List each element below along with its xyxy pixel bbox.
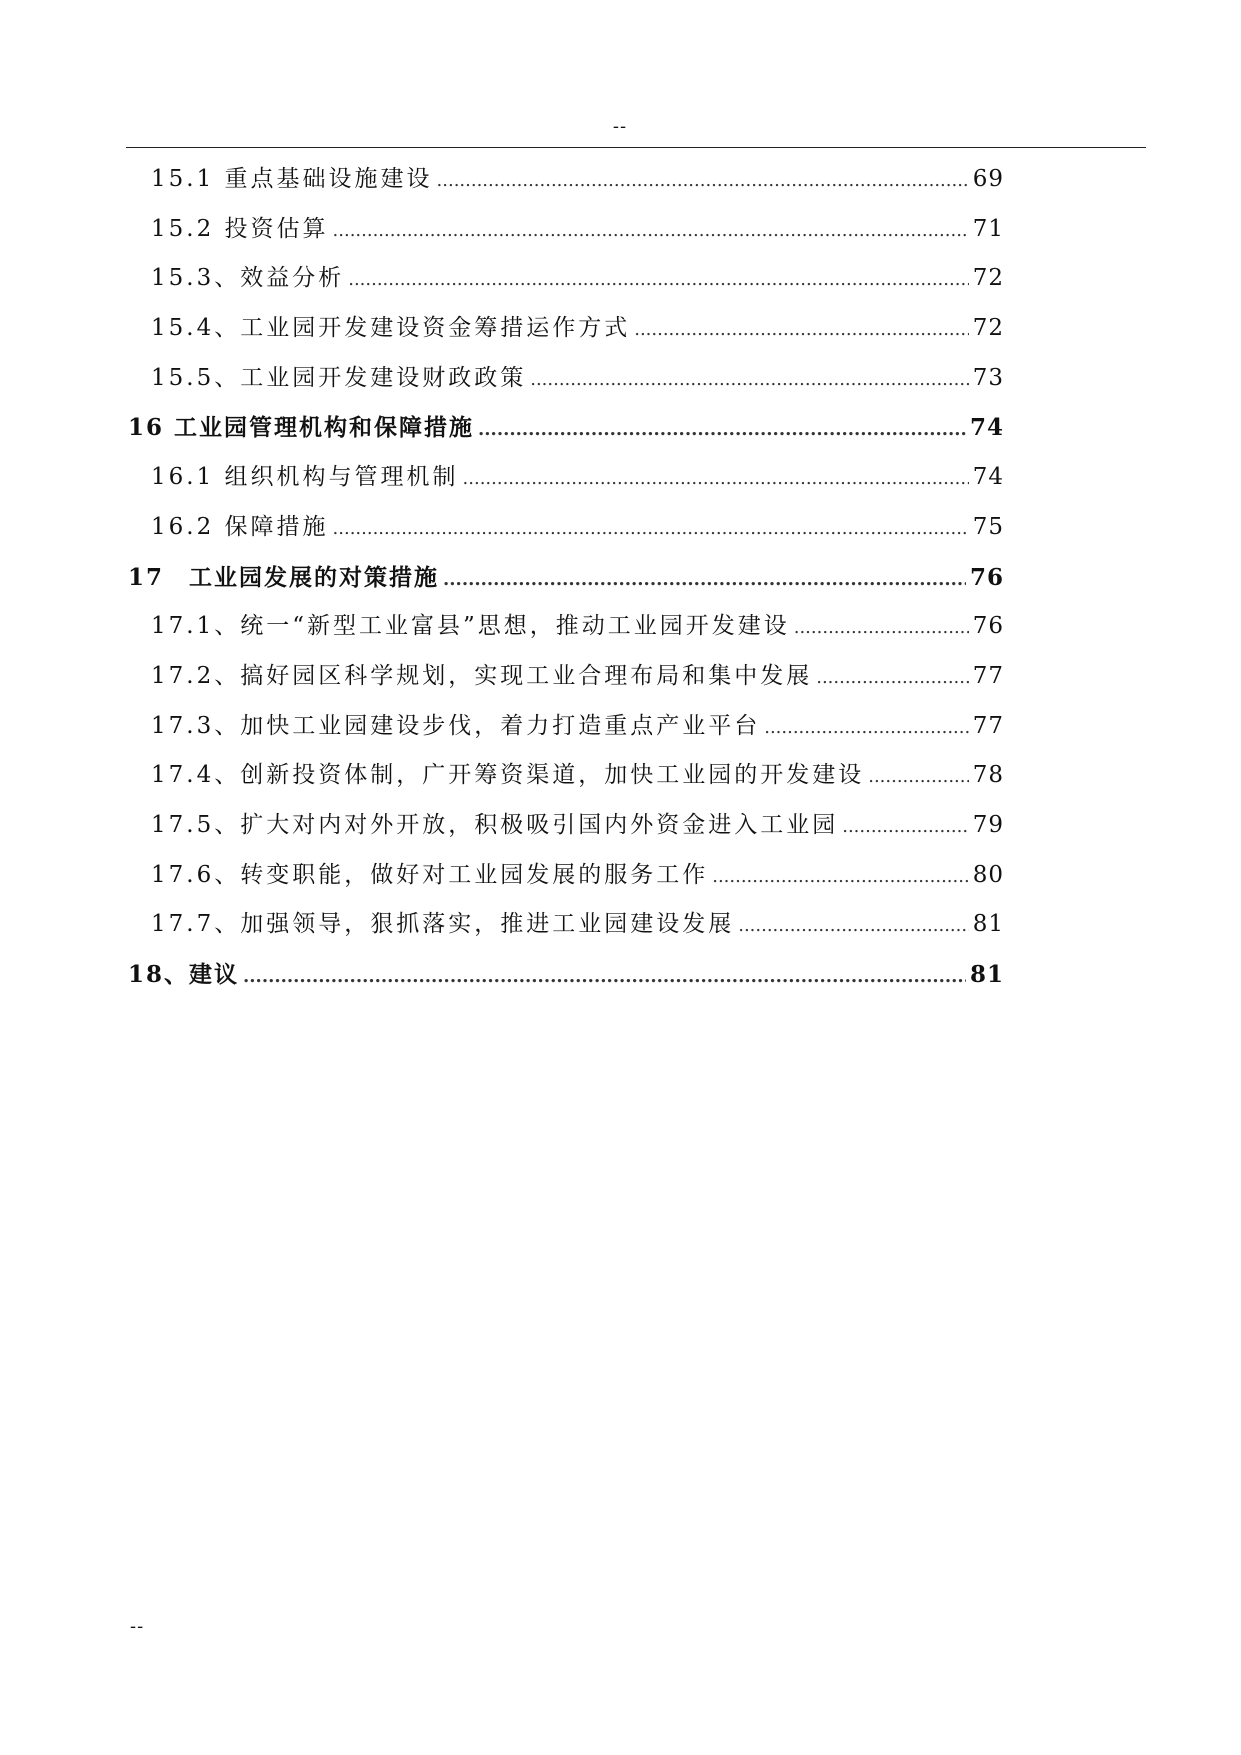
toc-entry-page: 77 [972,712,1004,739]
toc-entry-page: 81 [972,911,1004,938]
toc-entry-page: 76 [969,563,1004,591]
toc-dot-leader [868,752,969,802]
toc-entry-page: 72 [972,265,1004,292]
toc-entry[interactable] [128,751,1004,801]
toc-entry-page: 74 [972,464,1004,491]
toc-dot-leader [333,206,969,256]
toc-entry-page: 69 [972,166,1004,192]
toc-entry[interactable] [128,900,1004,950]
toc-entry[interactable] [128,503,1004,553]
toc-entry-page: 80 [972,861,1004,888]
toc-dot-leader [463,454,969,504]
toc-entry-page: 78 [972,762,1004,789]
toc-entry-title: 15.4、工业园开发建设资金筹措运作方式 [151,315,631,342]
toc-entry-title: 16 工业园管理机构和保障措施 [128,414,475,442]
toc-dot-leader [530,355,969,405]
toc-entry[interactable] [128,851,1004,901]
toc-entry-page: 81 [969,961,1004,988]
toc-entry-title: 17 工业园发展的对策措施 [128,563,440,591]
toc-dot-leader [712,852,969,902]
toc-entry[interactable] [128,354,1004,404]
toc-entry-page: 71 [972,215,1004,242]
toc-entry-title: 17.4、创新投资体制，广开筹资渠道，加快工业园的开发建设 [151,762,865,789]
toc-dot-leader [738,901,969,951]
toc-entry-title: 16.1 组织机构与管理机制 [151,464,459,491]
toc-dot-leader [333,504,969,554]
header-divider [126,147,1146,148]
toc-entry[interactable] [128,801,1004,851]
toc-entry-page: 74 [969,414,1004,442]
toc-entry[interactable] [128,602,1004,652]
toc-entry-title: 17.5、扩大对内对外开放，积极吸引国内外资金进入工业园 [151,811,839,838]
toc-entry-title: 18、建议 [128,961,240,988]
toc-entry-page: 72 [972,315,1004,342]
toc-dot-leader [437,156,969,206]
toc-entry-page: 76 [972,613,1004,640]
toc-dot-leader [764,703,969,753]
toc-dot-leader [842,802,969,852]
toc-entry-title: 17.7、加强领导，狠抓落实，推进工业园建设发展 [151,911,735,938]
toc-entry-page: 77 [972,662,1004,689]
toc-entry-title: 17.3、加快工业园建设步伐，着力打造重点产业平台 [151,712,761,739]
toc-entry-page: 79 [972,811,1004,838]
toc-dot-leader [816,653,969,703]
toc-entry-title: 17.6、转变职能，做好对工业园发展的服务工作 [151,861,709,888]
toc-entry[interactable] [128,304,1004,354]
toc-dot-leader [794,603,969,653]
toc-chapter-entry[interactable] [128,403,1004,453]
toc-entry[interactable] [128,652,1004,702]
page-footer-mark: -- [130,1616,145,1637]
toc-entry-page: 75 [972,513,1004,540]
table-of-contents [128,155,1004,1000]
toc-dot-leader [348,255,969,305]
toc-dot-leader [634,305,969,355]
toc-entry-title: 17.1、统一“新型工业富县”思想，推动工业园开发建设 [151,613,790,640]
toc-entry-title: 16.2 保障措施 [151,513,329,540]
toc-entry-title: 15.1 重点基础设施建设 [151,166,433,192]
toc-dot-leader [243,952,966,1002]
toc-entry[interactable] [128,254,1004,304]
toc-entry[interactable] [128,155,1004,205]
toc-dot-leader [443,555,966,605]
toc-entry-title: 17.2、搞好园区科学规划，实现工业合理布局和集中发展 [151,662,813,689]
toc-entry[interactable] [128,205,1004,255]
toc-entry-title: 15.2 投资估算 [151,215,329,242]
page-header-mark: -- [612,116,628,137]
toc-entry-title: 15.3、效益分析 [151,265,345,292]
toc-entry-title: 15.5、工业园开发建设财政政策 [151,364,527,391]
toc-chapter-entry[interactable] [128,553,1004,603]
toc-entry[interactable] [128,453,1004,503]
toc-chapter-entry[interactable] [128,950,1004,1000]
toc-entry-page: 73 [972,364,1004,391]
toc-dot-leader [478,405,966,455]
toc-entry[interactable] [128,702,1004,752]
